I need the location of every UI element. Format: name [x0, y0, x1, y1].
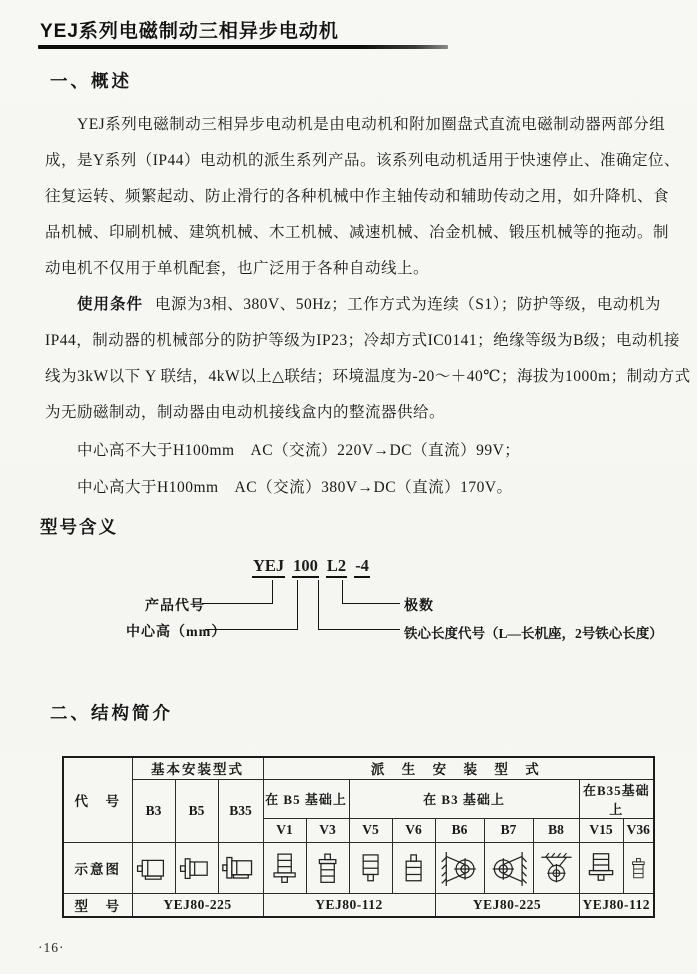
model-code [252, 557, 377, 578]
v6-vertical-shaft-up-icon [396, 848, 430, 890]
section-heading-model-meaning: 型号含义 [40, 517, 118, 537]
column-header-v36: V36 [623, 818, 654, 842]
text-line: 线为3kW以下 Y 联结，4kW以上△联结；环境温度为-20～＋40℃；海拔为1000m；制动方式 [45, 368, 691, 385]
connector-line [297, 580, 298, 630]
text-span: 电源为3相、380V、50Hz；工作方式为连续（S1）；防护等级，电动机为 [155, 296, 661, 313]
column-header-b5: B5 [175, 779, 218, 842]
schematic-cell [392, 842, 435, 893]
b5-flange-mount-icon [179, 848, 213, 890]
row-header-model: 型 号 [63, 893, 132, 917]
column-header-v3: V3 [306, 818, 349, 842]
text-line: 往复运转、频繁起动、防止滑行的各种机械中作主轴传动和辅助传动之用，如升降机、食 [45, 188, 670, 205]
connector-line [318, 629, 400, 630]
connector-line [272, 580, 273, 604]
schematic-cell [306, 842, 349, 893]
column-header-b6: B6 [435, 818, 484, 842]
table-header-derived-mounting: 派 生 安 装 型 式 [263, 757, 654, 779]
column-header-v15: V15 [579, 818, 623, 842]
v1-vertical-flange-shaft-down-icon [267, 848, 301, 890]
label-core-length: 铁心长度代号（L—长机座，2号铁心长度） [404, 626, 663, 641]
text-line: 中心高大于H100mm AC（交流）380V→DC（直流）170V。 [77, 479, 513, 496]
v3-vertical-flange-shaft-up-icon [310, 848, 344, 890]
group-header-on-b5-base: 在 B5 基础上 [263, 779, 349, 818]
column-header-b35: B35 [218, 779, 263, 842]
column-header-b8: B8 [533, 818, 579, 842]
mounting-type-table [62, 756, 655, 918]
model-range-cell: YEJ80-112 [579, 893, 654, 917]
model-code-core: L2 [326, 557, 347, 578]
table-header-basic-mounting: 基本安装型式 [132, 757, 263, 779]
column-header-v6: V6 [392, 818, 435, 842]
schematic-cell [623, 842, 654, 893]
section-heading-structure: 二、结构简介 [50, 703, 173, 723]
schematic-cell [218, 842, 263, 893]
column-header-v5: V5 [349, 818, 392, 842]
connector-line [342, 580, 343, 604]
schematic-cell [132, 842, 175, 893]
connector-line [202, 603, 273, 604]
schematic-cell [349, 842, 392, 893]
usage-conditions-paragraph [45, 290, 691, 434]
model-code-frame: 100 [292, 557, 319, 578]
text-line: YEJ系列电磁制动三相异步电动机是由电动机和附加圈盘式直流电磁制动器两部分组 [77, 116, 666, 133]
page-number: ·16· [38, 940, 65, 955]
group-header-on-b3-base: 在 B3 基础上 [349, 779, 579, 818]
b35-foot-flange-mount-icon [222, 848, 258, 890]
schematic-cell [533, 842, 579, 893]
text-line: IP44，制动器的机械部分的防护等级为IP23；冷却方式IC0141；绝缘等级为B级；电动机接 [45, 332, 680, 349]
connector-line [342, 603, 400, 604]
model-code-poles: -4 [354, 557, 370, 578]
text-line: 动电机不仅用于单机配套，也广泛用于各种自动线上。 [45, 260, 430, 277]
column-header-v1: V1 [263, 818, 306, 842]
text-line: 成，是Y系列（IP44）电动机的派生系列产品。该系列电动机适用于快速停止、准确定位、 [45, 152, 680, 169]
overview-paragraph-1 [45, 110, 680, 290]
column-header-b7: B7 [484, 818, 533, 842]
label-product-code: 产品代号 [145, 599, 205, 614]
group-header-on-b35-base: 在B35基础上 [579, 779, 654, 818]
schematic-cell [435, 842, 484, 893]
row-header-schematic: 示意图 [63, 842, 132, 893]
text-line [45, 290, 661, 326]
page-title: YEJ系列电磁制动三相异步电动机 [40, 21, 339, 42]
section-heading-overview: 一、概述 [50, 71, 132, 91]
voltage-lines [45, 436, 657, 510]
schematic-cell [484, 842, 533, 893]
b7-wall-mount-right-icon [489, 848, 528, 890]
connector-line [318, 580, 319, 630]
model-range-cell: YEJ80-225 [435, 893, 579, 917]
b3-foot-mount-icon [136, 848, 170, 890]
v36-vertical-flange-foot-shaft-up-icon [626, 848, 650, 890]
b6-wall-mount-left-icon [440, 848, 479, 890]
v15-vertical-flange-foot-shaft-down-icon [583, 848, 618, 890]
usage-conditions-label: 使用条件 [77, 296, 144, 313]
model-code-series: YEJ [252, 557, 285, 578]
schematic-cell [263, 842, 306, 893]
model-range-cell: YEJ80-225 [132, 893, 263, 917]
column-header-b3: B3 [132, 779, 175, 842]
schematic-cell [175, 842, 218, 893]
model-range-cell: YEJ80-112 [263, 893, 435, 917]
text-line: 品机械、印刷机械、建筑机械、木工机械、减速机械、冶金机械、锻压机械等的拖动。制 [45, 224, 670, 241]
label-pole-number: 极数 [404, 599, 434, 614]
label-center-height: 中心高（mm） [126, 625, 227, 640]
b8-ceiling-mount-icon [538, 848, 575, 890]
table-header-code: 代 号 [63, 757, 132, 842]
v5-vertical-shaft-down-icon [353, 848, 387, 890]
schematic-cell [579, 842, 623, 893]
text-line: 中心高不大于H100mm AC（交流）220V→DC（直流）99V； [77, 442, 521, 459]
title-underline [38, 45, 448, 49]
text-line: 为无励磁制动，制动器由电动机接线盒内的整流器供给。 [45, 404, 446, 421]
